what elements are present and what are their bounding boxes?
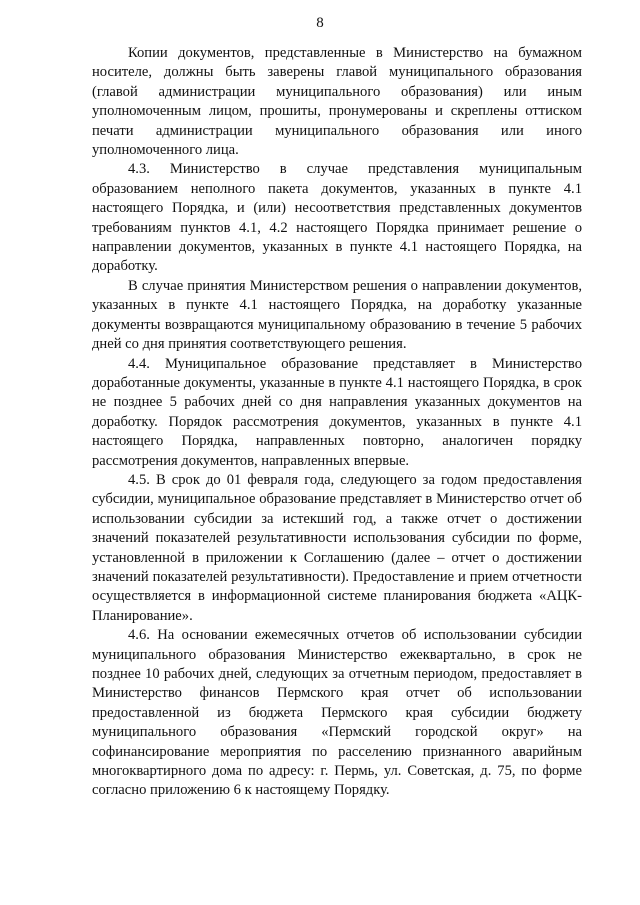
- paragraph-4-4: 4.4. Муниципальное образование представляет в Министерство доработанные документы, указанные в пункте 4.1 настоящего Порядка, в срок не позднее 5 рабочих дней со дня направления указанных документов на доработку. Порядок рассмотрения документов, указанных в пункте 4.1 настоящего Порядка, направленных повторно, аналогичен порядку рассмотрения документов, направленных впервые.: [92, 355, 582, 469]
- paragraph-4-5: 4.5. В срок до 01 февраля года, следующего за годом предоставления субсидии, муниципальное образование представляет в Министерство отчет об использовании субсидии за истекший год, а также отчет о достижении значений показателей результативности использования субсидии по форме, установленной в приложении к Соглашению (далее – отчет о достижении значений показателей результативности). Предоставление и прием отчетности осуществляется в информационной системе планирования бюджета «АЦК-Планирование».: [92, 471, 582, 624]
- paragraph-copies-certification: Копии документов, представленные в Министерство на бумажном носителе, должны быть заверены главой муниципального образования (главой администрации муниципального образования) или иным уполномоченным лицом, прошиты, пронумерованы и скреплены оттиском печати администрации муниципального образования или иного уполномоченного лица.: [92, 45, 582, 159]
- page-number: 8: [316, 15, 324, 31]
- paragraph-4-3: 4.3. Министерство в случае представления муниципальным образованием неполного пакета документов, указанных в пункте 4.1 настоящего Порядка, и (или) несоответствия представленных документов требованиям пунктов 4.1, 4.2 настоящего Порядка принимает решение о направлении документов, указанных в пункте 4.1 настоящего Порядка, на доработку.: [92, 161, 582, 275]
- paragraph-return-for-revision: В случае принятия Министерством решения о направлении документов, указанных в пункте 4.1 настоящего Порядка, на доработку указанные документы возвращаются муниципальному образованию в течение 5 рабочих дней со дня принятия соответствующего решения.: [92, 277, 582, 353]
- paragraph-4-6: 4.6. На основании ежемесячных отчетов об использовании субсидии муниципального образования Министерство ежеквартально, в срок не позднее 10 рабочих дней, следующих за отчетным периодом, предоставляет в Министерство финансов Пермского края отчет об использовании предоставленной из бюджета Пермского края субсидии бюджету муниципального образования «Пермский городской округ» на софинансирование мероприятия по расселению признанного аварийным многоквартирного дома по адресу: г. Пермь, ул. Советская, д. 75, по форме согласно приложению 6 к настоящему Порядку.: [92, 627, 582, 799]
- document-body: [92, 44, 582, 801]
